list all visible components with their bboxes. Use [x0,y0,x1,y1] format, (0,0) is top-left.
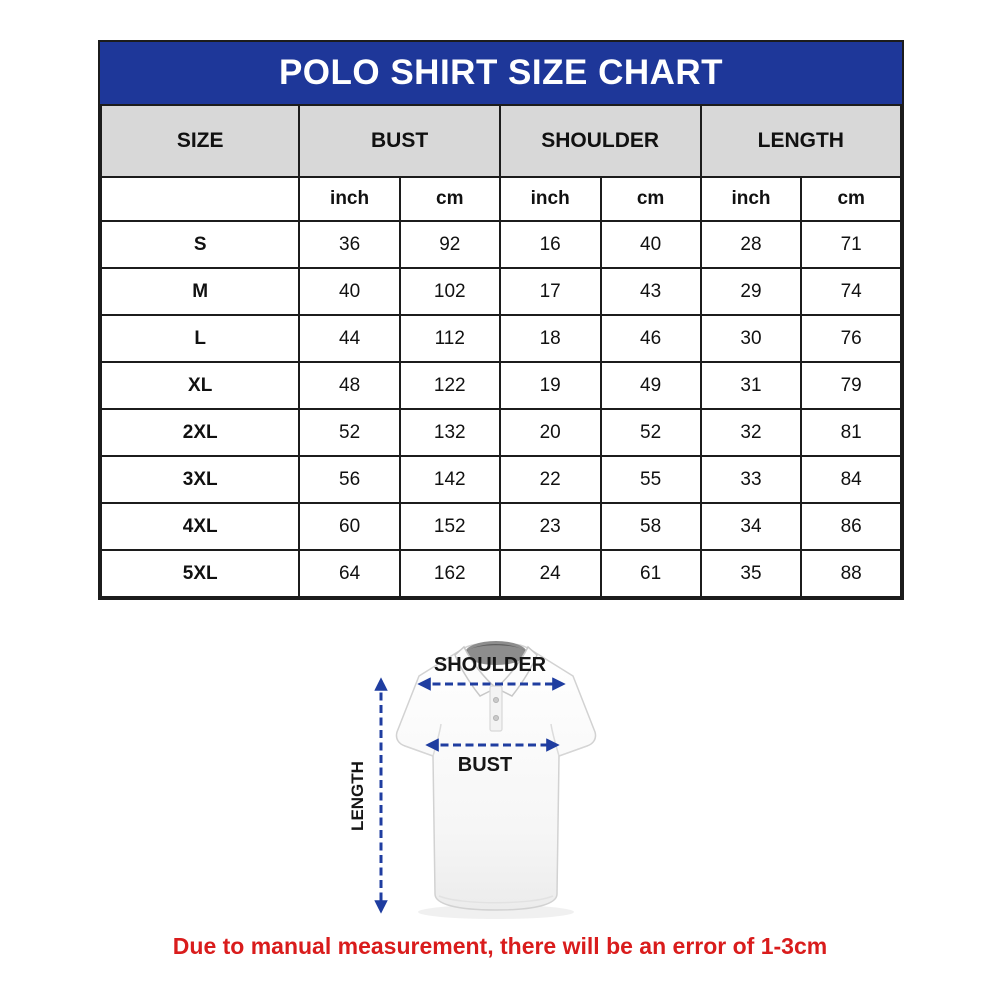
value-cell: 40 [601,221,701,268]
value-cell: 152 [400,503,500,550]
length-label: LENGTH [348,761,367,831]
unit-header: cm [801,177,901,221]
value-cell: 19 [500,362,601,409]
value-cell: 49 [601,362,701,409]
size-label-cell: M [101,268,299,315]
value-cell: 31 [701,362,802,409]
value-cell: 40 [299,268,399,315]
size-label-cell: S [101,221,299,268]
value-cell: 17 [500,268,601,315]
size-label-cell: 5XL [101,550,299,597]
size-label-cell: 3XL [101,456,299,503]
size-table [100,104,902,598]
table-row [101,456,901,503]
placket [490,686,502,731]
value-cell: 30 [701,315,802,362]
unit-header: inch [701,177,802,221]
table-row [101,268,901,315]
size-label-cell: XL [101,362,299,409]
value-cell: 79 [801,362,901,409]
value-cell: 71 [801,221,901,268]
value-cell: 36 [299,221,399,268]
value-cell: 102 [400,268,500,315]
shoulder-label: SHOULDER [433,654,547,676]
size-label-cell: 4XL [101,503,299,550]
table-row [101,503,901,550]
table-row [101,221,901,268]
value-cell: 74 [801,268,901,315]
value-cell: 35 [701,550,802,597]
value-cell: 46 [601,315,701,362]
value-cell: 33 [701,456,802,503]
value-cell: 22 [500,456,601,503]
value-cell: 55 [601,456,701,503]
size-label-cell: L [101,315,299,362]
table-row [101,409,901,456]
value-cell: 64 [299,550,399,597]
value-cell: 29 [701,268,802,315]
value-cell: 88 [801,550,901,597]
table-row [101,550,901,597]
value-cell: 61 [601,550,701,597]
value-cell: 112 [400,315,500,362]
value-cell: 44 [299,315,399,362]
value-cell: 162 [400,550,500,597]
value-cell: 52 [299,409,399,456]
value-cell: 81 [801,409,901,456]
value-cell: 58 [601,503,701,550]
size-chart [98,40,904,600]
value-cell: 84 [801,456,901,503]
bust-label: BUST [457,754,513,776]
polo-shirt-illustration [340,628,660,933]
value-cell: 20 [500,409,601,456]
group-header-row [101,105,901,177]
column-header-bust: BUST [299,105,499,177]
unit-header: inch [500,177,601,221]
unit-header: inch [299,177,399,221]
value-cell: 142 [400,456,500,503]
value-cell: 86 [801,503,901,550]
value-cell: 48 [299,362,399,409]
size-label-cell: 2XL [101,409,299,456]
table-row [101,362,901,409]
value-cell: 18 [500,315,601,362]
chart-title: POLO SHIRT SIZE CHART [100,42,902,104]
value-cell: 122 [400,362,500,409]
measurement-diagram [0,628,1000,938]
value-cell: 16 [500,221,601,268]
unit-header: cm [601,177,701,221]
value-cell: 28 [701,221,802,268]
column-header-length: LENGTH [701,105,901,177]
value-cell: 24 [500,550,601,597]
column-header-shoulder: SHOULDER [500,105,701,177]
unit-header-row [101,177,901,221]
value-cell: 32 [701,409,802,456]
value-cell: 23 [500,503,601,550]
unit-header-empty [101,177,299,221]
value-cell: 132 [400,409,500,456]
measurement-error-note: Due to manual measurement, there will be an error of 1-3cm [172,933,828,959]
value-cell: 34 [701,503,802,550]
value-cell: 43 [601,268,701,315]
unit-header: cm [400,177,500,221]
column-header-size: SIZE [101,105,299,177]
value-cell: 60 [299,503,399,550]
value-cell: 56 [299,456,399,503]
table-row [101,315,901,362]
value-cell: 52 [601,409,701,456]
value-cell: 92 [400,221,500,268]
value-cell: 76 [801,315,901,362]
